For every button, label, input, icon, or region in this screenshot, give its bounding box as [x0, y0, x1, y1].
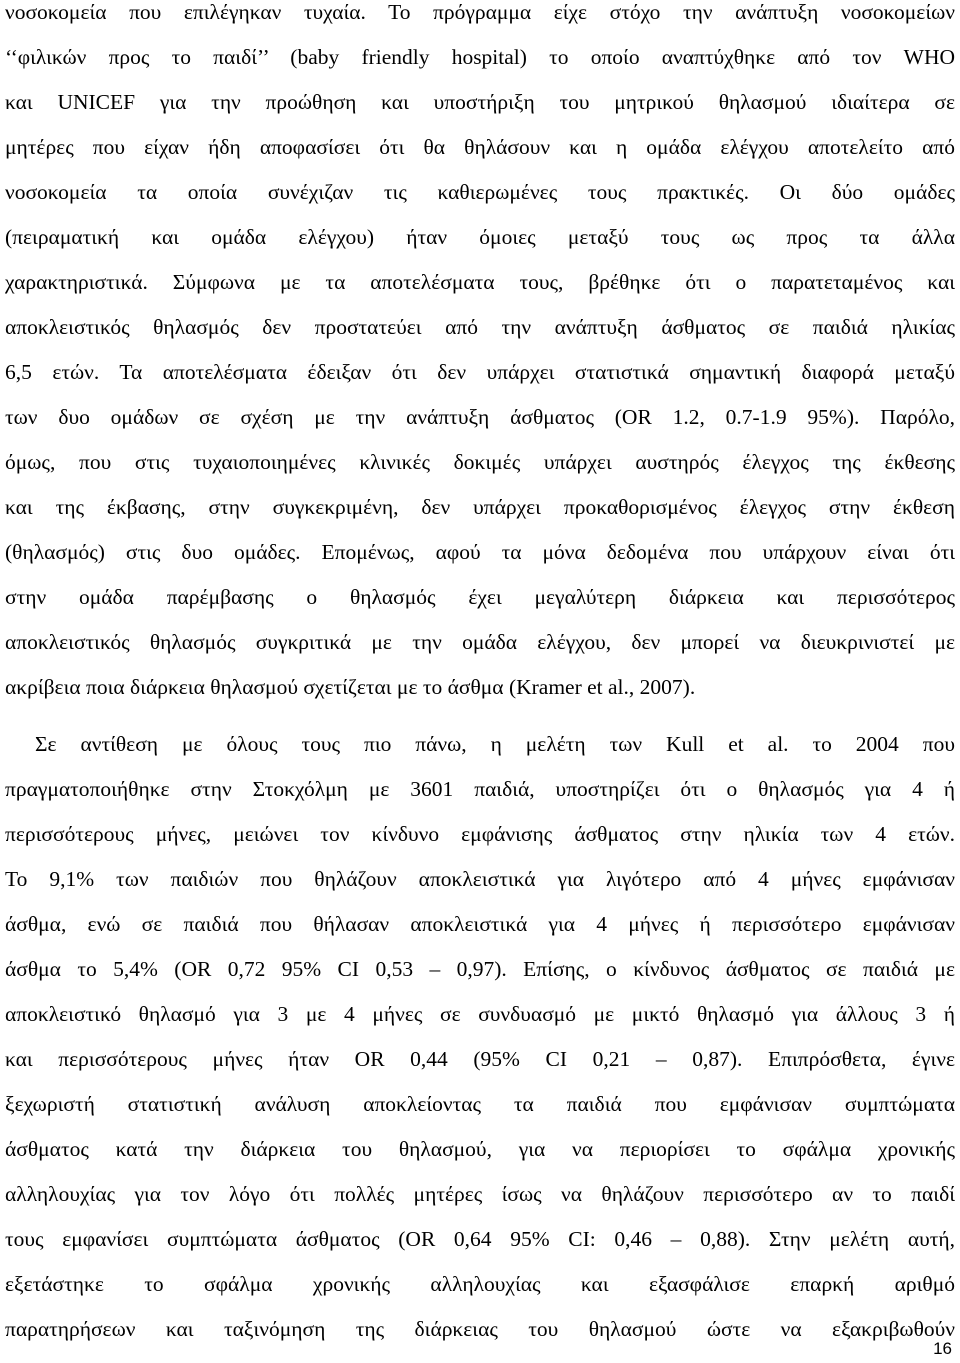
text-line: τους εμφανίσει συμπτώματα άσθματος (OR 0,64 95% CI: 0,46 – 0,88). Στην μελέτη αυτή,: [5, 1227, 955, 1251]
text-line: άσθματος κατά την διάρκεια του θηλασμού, για να περιορίσει το σφάλμα χρονικής: [5, 1137, 955, 1161]
text-line: και περισσότερους μήνες ήταν OR 0,44 (95% CI 0,21 – 0,87). Επιπρόσθετα, έγινε: [5, 1047, 955, 1071]
text-line: άσθμα το 5,4% (OR 0,72 95% CI 0,53 – 0,97). Επίσης, ο κίνδυνος άσθματος σε παιδιά με: [5, 957, 955, 981]
text-line: μητέρες που είχαν ήδη αποφασίσει ότι θα θηλάσουν και η ομάδα ελέγχου αποτελείτο από: [5, 135, 955, 159]
text-line: 6,5 ετών. Τα αποτελέσματα έδειξαν ότι δεν υπάρχει στατιστικά σημαντική διαφορά μεταξύ: [5, 360, 955, 384]
text-line: ξεχωριστή στατιστική ανάλυση αποκλείοντας τα παιδιά που εμφάνισαν συμπτώματα: [5, 1092, 955, 1116]
text-line: εξετάστηκε το σφάλμα χρονικής αλληλουχίας και εξασφάλισε επαρκή αριθμό: [5, 1272, 955, 1296]
text-line: νοσοκομεία που επιλέγηκαν τυχαία. Το πρόγραμμα είχε στόχο την ανάπτυξη νοσοκομείων: [5, 0, 955, 24]
text-line: αποκλειστικός θηλασμός δεν προστατεύει από την ανάπτυξη άσθματος σε παιδιά ηλικίας: [5, 315, 955, 339]
text-line: νοσοκομεία τα οποία συνέχιζαν τις καθιερωμένες τους πρακτικές. Οι δύο ομάδες: [5, 180, 955, 204]
page-number: 16: [933, 1339, 952, 1358]
text-line: στην ομάδα παρέμβασης ο θηλασμός έχει μεγαλύτερη διάρκεια και περισσότερος: [5, 585, 955, 609]
text-line: Το 9,1% των παιδιών που θηλάζουν αποκλειστικά για λιγότερο από 4 μήνες εμφάνισαν: [5, 867, 955, 891]
text-line: άσθμα, ενώ σε παιδιά που θήλασαν αποκλειστικά για 4 μήνες ή περισσότερο εμφάνισαν: [5, 912, 955, 936]
text-line: και UNICEF για την προώθηση και υποστήριξη του μητρικού θηλασμού ιδιαίτερα σε: [5, 90, 955, 114]
text-line: Σε αντίθεση με όλους τους πιο πάνω, η μελέτη των Kull et al. το 2004 που: [35, 732, 955, 756]
text-line: ‘‘φιλικών προς το παιδί’’ (baby friendly hospital) το οποίο αναπτύχθηκε από τον WHO: [5, 45, 955, 69]
text-line: και της έκβασης, στην συγκεκριμένη, δεν υπάρχει προκαθορισμένος έλεγχος στην έκθεση: [5, 495, 955, 519]
text-line: αποκλειστικός θηλασμός συγκριτικά με την ομάδα ελέγχου, δεν μπορεί να διευκρινιστεί με: [5, 630, 955, 654]
text-line: παρατηρήσεων και ταξινόμηση της διάρκειας του θηλασμού ώστε να εξακριβωθούν: [5, 1317, 955, 1341]
text-line: (πειραματική και ομάδα ελέγχου) ήταν όμοιες μεταξύ τους ως προς τα άλλα: [5, 225, 955, 249]
text-line: όμως, που στις τυχαιοποιημένες κλινικές δοκιμές υπάρχει αυστηρός έλεγχος της έκθεσης: [5, 450, 955, 474]
text-line: ακρίβεια ποια διάρκεια θηλασμού σχετίζεται με το άσθμα (Kramer et al., 2007).: [5, 675, 696, 699]
text-line: χαρακτηριστικά. Σύμφωνα με τα αποτελέσματα τους, βρέθηκε ότι ο παρατεταμένος και: [5, 270, 955, 294]
text-line: αλληλουχίας για τον λόγο ότι πολλές μητέρες ίσως να θηλάζουν περισσότερο αν το παιδί: [5, 1182, 955, 1206]
text-line: των δυο ομάδων σε σχέση με την ανάπτυξη άσθματος (OR 1.2, 0.7-1.9 95%). Παρόλο,: [5, 405, 955, 429]
text-line: πραγματοποιήθηκε στην Στοκχόλμη με 3601 παιδιά, υποστηρίζει ότι ο θηλασμός για 4 ή: [5, 777, 955, 801]
text-line: περισσότερους μήνες, μειώνει τον κίνδυνο εμφάνισης άσθματος στην ηλικία των 4 ετών.: [5, 822, 955, 846]
text-line: αποκλειστικό θηλασμό για 3 με 4 μήνες σε συνδυασμό με μικτό θηλασμό για άλλους 3 ή: [5, 1002, 955, 1026]
text-line: (θηλασμός) στις δυο ομάδες. Επομένως, αφού τα μόνα δεδομένα που υπάρχουν είναι ότι: [5, 540, 955, 564]
